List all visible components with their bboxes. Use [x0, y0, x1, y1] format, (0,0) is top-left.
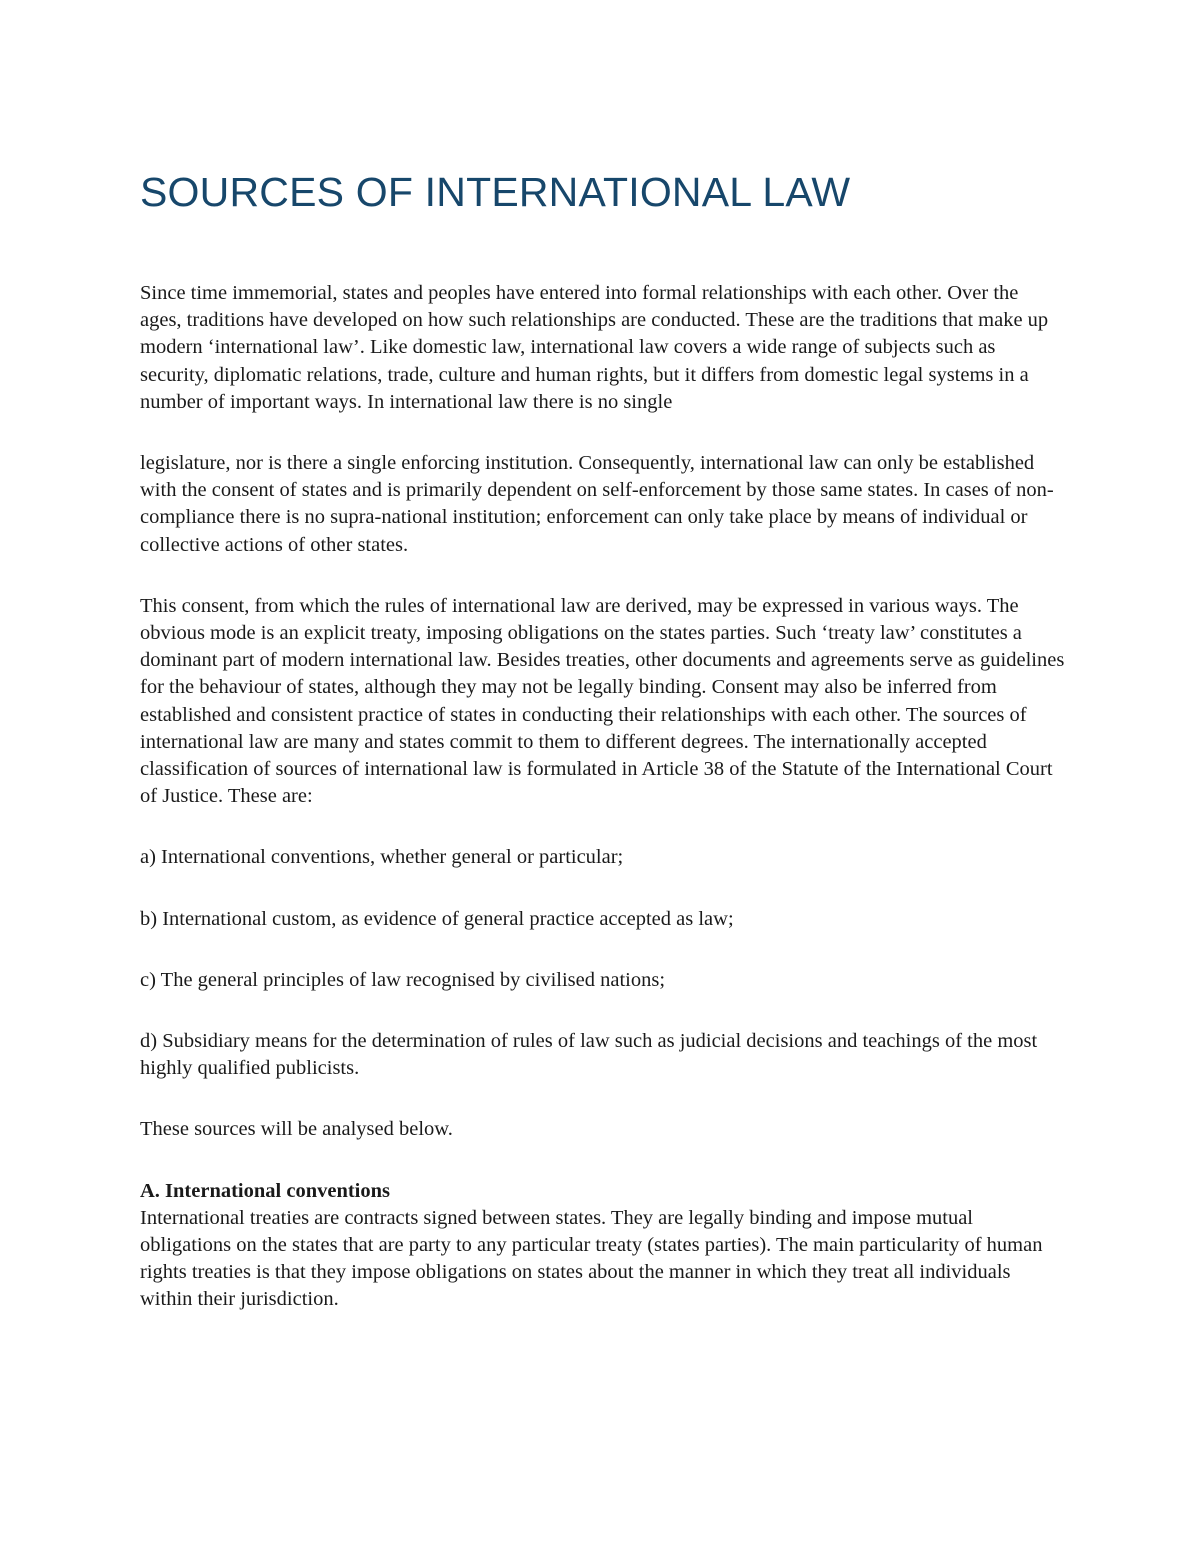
- section-a-heading: A. International conventions: [140, 1179, 391, 1202]
- section-a-paragraph: International treaties are contracts signed between states. They are legally binding and impose mutual obligations on the states that are party to any particular treaty (states parties). The main particularity of human rights treaties is that they impose obligations on states about the manner in which they treat all individuals within their jurisdiction.: [140, 1206, 1043, 1311]
- source-item-c: c) The general principles of law recognised by civilised nations;: [140, 968, 666, 991]
- document-body: [140, 166, 1065, 1314]
- closing-paragraph: These sources will be analysed below.: [140, 1118, 453, 1141]
- intro-paragraph-2: legislature, nor is there a single enforcing institution. Consequently, international law can only be established with the consent of states and is primarily dependent on self-enforcement by those same states. In cases of non-compliance there is no supra-national institution; enforcement can only take place by means of individual or collective actions of other states.: [140, 452, 1054, 556]
- source-item-a: a) International conventions, whether general or particular;: [140, 846, 624, 869]
- document-title: SOURCES OF INTERNATIONAL LAW: [140, 169, 851, 215]
- consent-paragraph: This consent, from which the rules of international law are derived, may be expressed in various ways. The obvious mode is an explicit treaty, imposing obligations on the states parties. Such ‘treaty law’ constitutes a dominant part of modern international law. Besides treaties, other documents and agreements serve as guidelines for the behaviour of states, although they may not be legally binding. Consent may also be inferred from established and consistent practice of states in conducting their relationships with each other. The sources of international law are many and states commit to them to different degrees. The internationally accepted classification of sources of international law is formulated in Article 38 of the Statute of the International Court of Justice. These are:: [140, 594, 1065, 808]
- source-item-b: b) International custom, as evidence of general practice accepted as law;: [140, 907, 734, 930]
- source-item-d: d) Subsidiary means for the determination of rules of law such as judicial decisions and teachings of the most highly qualified publicists.: [140, 1030, 1038, 1080]
- intro-paragraph-1: Since time immemorial, states and peoples have entered into formal relationships with each other. Over the ages, traditions have developed on how such relationships are conducted. These are the traditions that make up modern ‘international law’. Like domestic law, international law covers a wide range of subjects such as security, diplomatic relations, trade, culture and human rights, but it differs from domestic legal systems in a number of important ways. In international law there is no single: [140, 282, 1049, 413]
